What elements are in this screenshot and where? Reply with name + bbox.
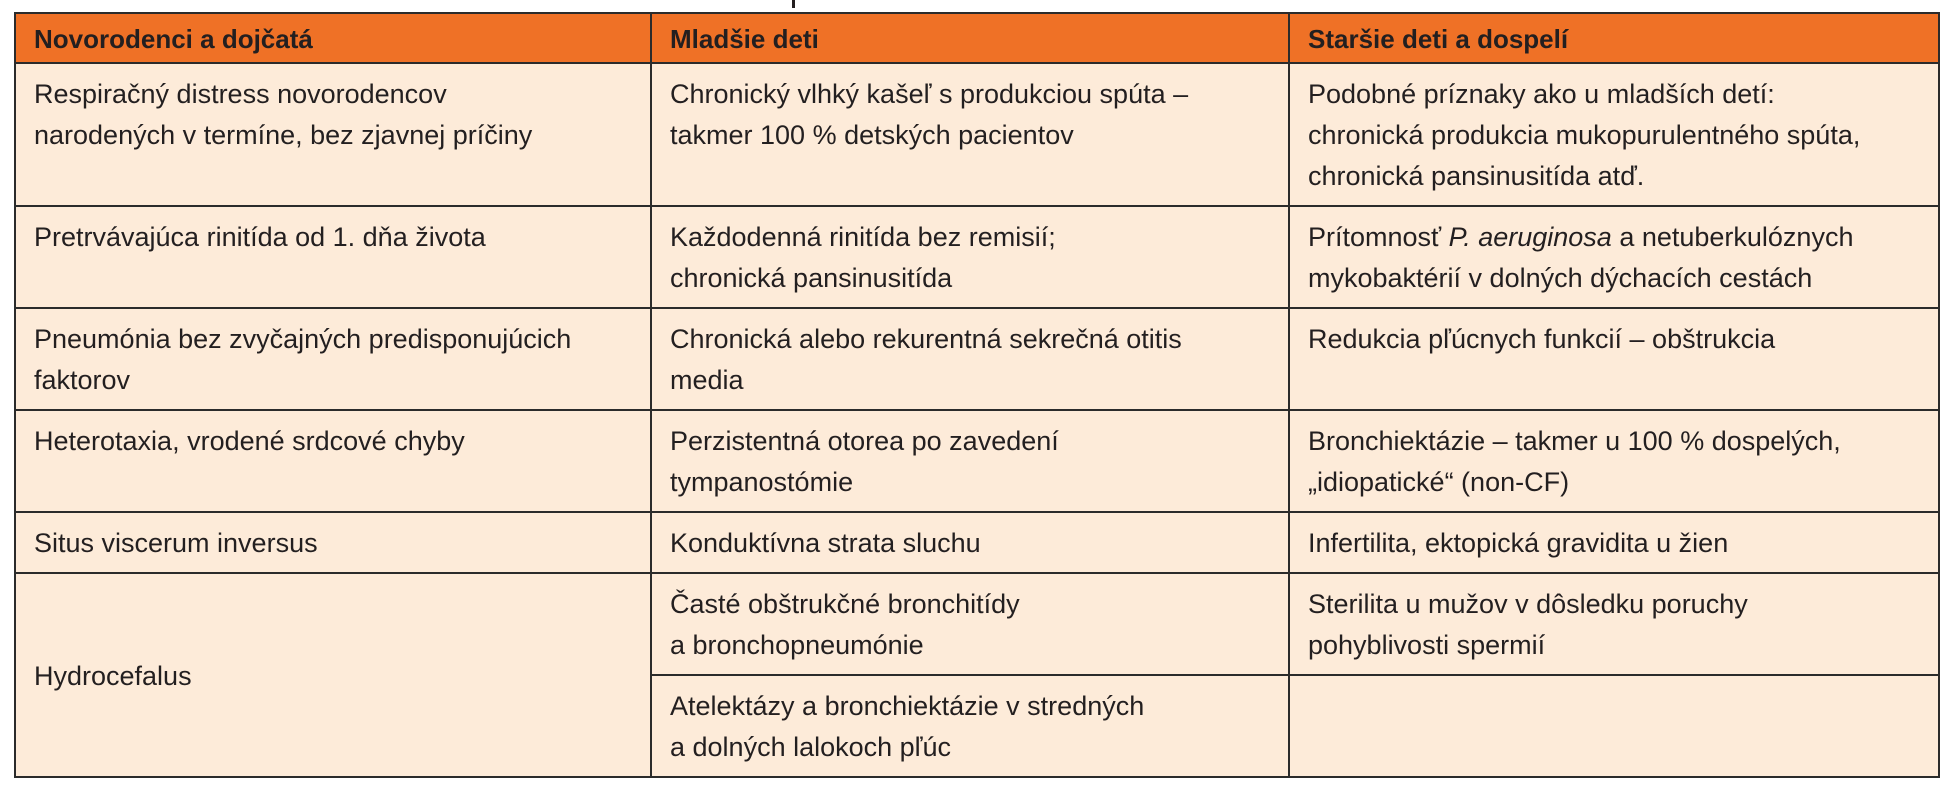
table-cell-older [1289, 512, 1939, 573]
table-cell-newborns [15, 206, 651, 308]
cell-line: Pneumónia bez zvyčajných predisponujúcich [34, 324, 572, 354]
cell-line: media [670, 365, 744, 395]
cell-line: Atelektázy a bronchiektázie v stredných [670, 691, 1145, 721]
cell-line: Časté obštrukčné bronchitídy [670, 589, 1020, 619]
cell-line: Situs viscerum inversus [34, 528, 318, 558]
table-cell-older [1289, 63, 1939, 206]
table-cell-younger [651, 573, 1289, 675]
header-younger-children: Mladšie deti [651, 13, 1289, 63]
cell-line: chronická pansinusitída [670, 263, 953, 293]
cell-italic-term: P. aeruginosa [1448, 222, 1612, 252]
cell-line: Pretrvávajúca rinitída od 1. dňa života [34, 222, 486, 252]
cell-text: a netuberkulóznych [1611, 222, 1854, 252]
cell-line: Hydrocefalus [34, 660, 192, 691]
cell-line: narodených v termíne, bez zjavnej príčiny [34, 120, 533, 150]
table-cell-younger [651, 308, 1289, 410]
cell-line: Respiračný distress novorodencov [34, 79, 447, 109]
cell-line: Bronchiektázie – takmer u 100 % dospelých, [1308, 426, 1841, 456]
header-row [15, 13, 1939, 63]
table-cell-older [1289, 206, 1939, 308]
cell-line: tympanostómie [670, 467, 854, 497]
cell-line: mykobaktérií v dolných dýchacích cestách [1308, 263, 1813, 293]
cell-line: pohyblivosti spermií [1308, 630, 1546, 660]
table-row [15, 512, 1939, 573]
table-cell-newborns [15, 410, 651, 512]
table-row [15, 308, 1939, 410]
header-older-children-adults: Staršie deti a dospelí [1289, 13, 1939, 63]
cell-line: Heterotaxia, vrodené srdcové chyby [34, 426, 465, 456]
cell-line: „idiopatické“ (non-CF) [1308, 467, 1570, 497]
cell-line: Redukcia pľúcnych funkcií – obštrukcia [1308, 324, 1776, 354]
table-cell-younger [651, 410, 1289, 512]
table-cell-newborns-merged [15, 573, 651, 777]
table-row [15, 410, 1939, 512]
cell-text: Prítomnosť [1308, 222, 1449, 252]
symptoms-table [14, 12, 1940, 778]
top-divider-mark [792, 0, 795, 8]
cell-line: Podobné príznaky ako u mladších detí: [1308, 79, 1775, 109]
table-cell-older-empty [1289, 675, 1939, 777]
table-cell-younger [651, 675, 1289, 777]
table-cell-older [1289, 573, 1939, 675]
cell-line: Sterilita u mužov v dôsledku poruchy [1308, 589, 1748, 619]
table-cell-newborns [15, 308, 651, 410]
table-cell-older [1289, 308, 1939, 410]
cell-line: a bronchopneumónie [670, 630, 924, 660]
cell-line [1308, 217, 1920, 258]
table-cell-newborns [15, 512, 651, 573]
table-row [15, 63, 1939, 206]
cell-line: a dolných lalokoch pľúc [670, 732, 952, 762]
cell-line: chronická pansinusitída atď. [1308, 161, 1645, 191]
table-cell-older [1289, 410, 1939, 512]
cell-line: Perzistentná otorea po zavedení [670, 426, 1059, 456]
table-cell-younger [651, 206, 1289, 308]
table-row [15, 573, 1939, 675]
cell-line: Každodenná rinitída bez remisií; [670, 222, 1056, 252]
cell-line: takmer 100 % detských pacientov [670, 120, 1074, 150]
cell-line: Chronická alebo rekurentná sekrečná otitis [670, 324, 1182, 354]
table-cell-newborns [15, 63, 651, 206]
cell-line: Konduktívna strata sluchu [670, 528, 981, 558]
cell-line: faktorov [34, 365, 131, 395]
cell-line: chronická produkcia mukopurulentného spúta, [1308, 120, 1861, 150]
table-cell-younger [651, 512, 1289, 573]
header-newborns-infants: Novorodenci a dojčatá [15, 13, 651, 63]
cell-line: Infertilita, ektopická gravidita u žien [1308, 528, 1729, 558]
cell-line: Chronický vlhký kašeľ s produkciou spúta – [670, 79, 1189, 109]
table-row [15, 206, 1939, 308]
table-cell-younger [651, 63, 1289, 206]
